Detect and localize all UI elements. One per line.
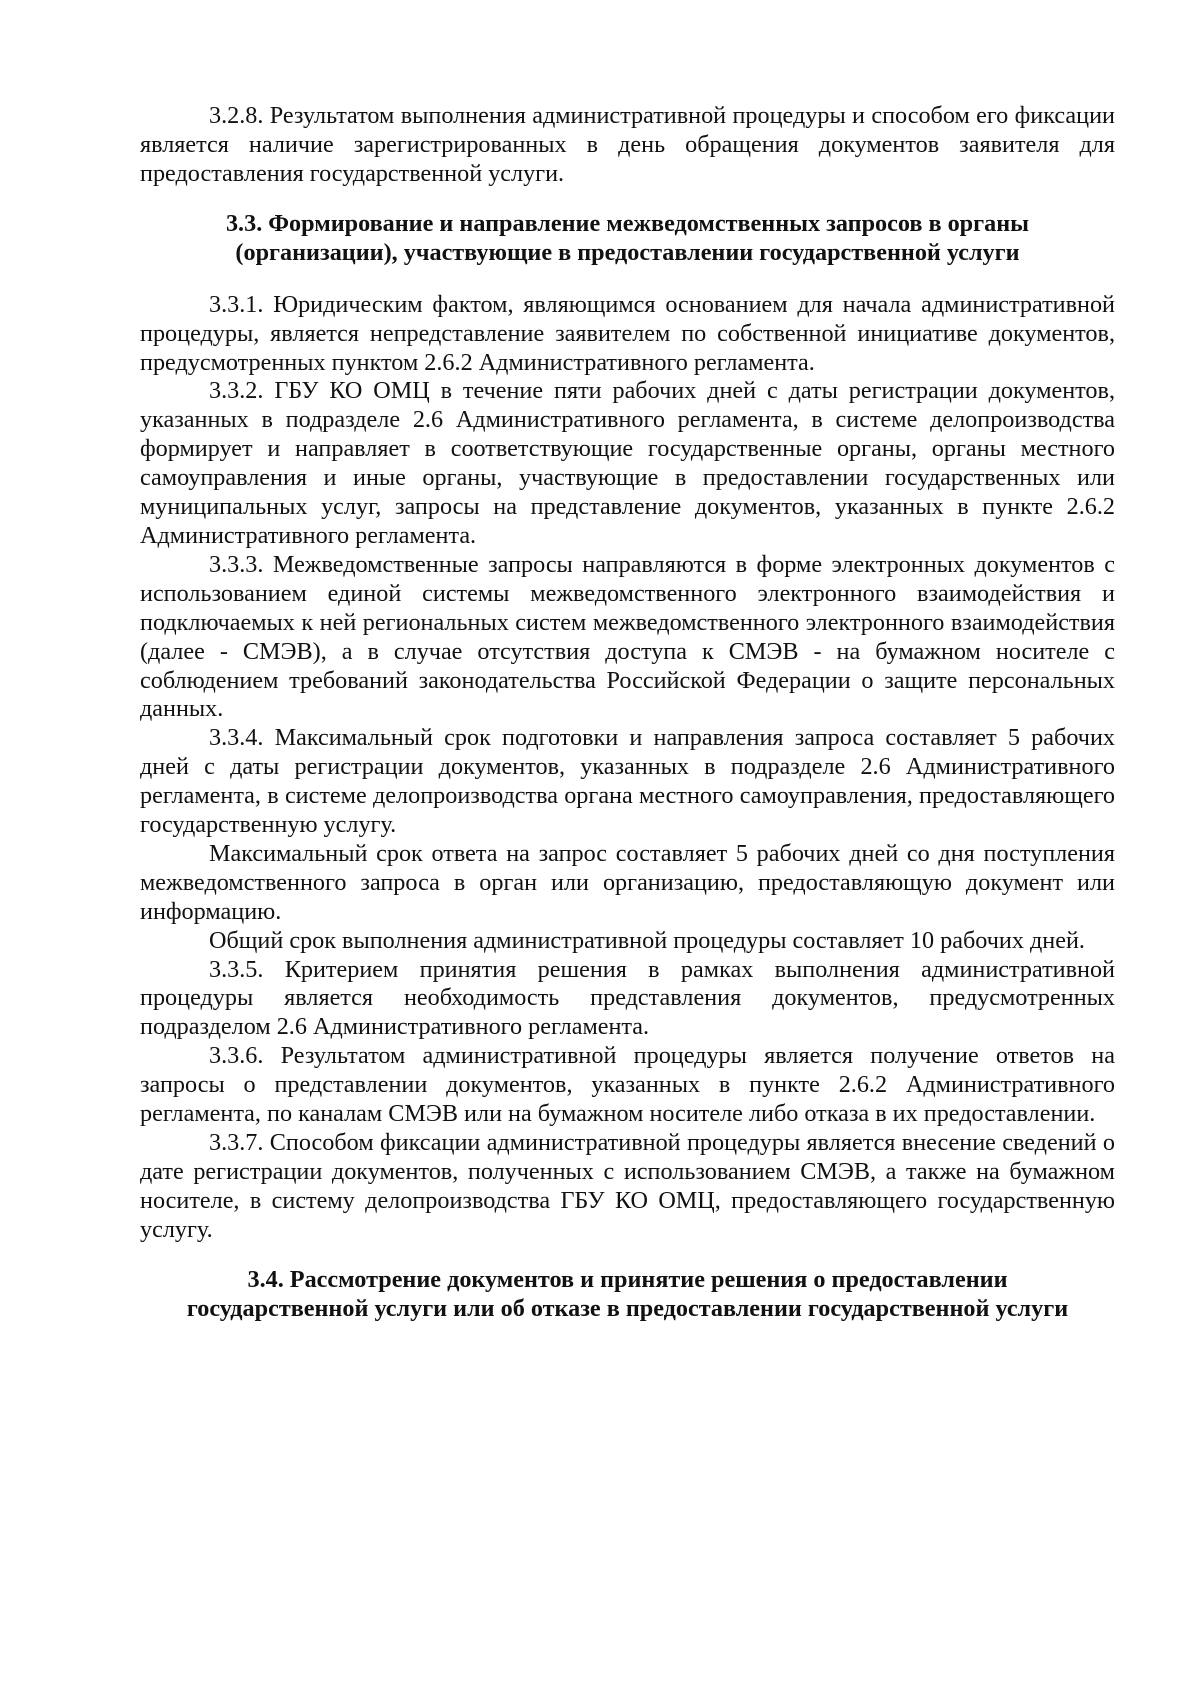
section-title-line-2: (организации), участвующие в предоставлении государственной услуги	[235, 238, 1020, 266]
paragraph-3-3-7: 3.3.7. Способом фиксации административной процедуры является внесение сведений о дате регистрации документов, полученных с использованием СМЭВ, а также на бумажном носителе, в систему делопроизводства ГБУ КО ОМЦ, предоставляющего государственную услугу.	[140, 1129, 1115, 1243]
paragraph-3-3-5: 3.3.5. Критерием принятия решения в рамках выполнения административной процедуры является необходимость представления документов, предусмотренных подразделом 2.6 Административного регламента.	[140, 955, 1115, 1041]
section-title-3-4	[140, 1265, 1115, 1323]
spacer	[140, 189, 1115, 209]
paragraph-total-term: Общий срок выполнения административной процедуры составляет 10 рабочих дней.	[209, 926, 1085, 954]
section-title-line-1: 3.4. Рассмотрение документов и принятие решения о предоставлении	[247, 1265, 1008, 1293]
section-title-3-3	[140, 209, 1115, 267]
paragraph-3-3-6: 3.3.6. Результатом административной процедуры является получение ответов на запросы о представлении документов, указанных в пункте 2.6.2 Административного регламента, по каналам СМЭВ или на бумажном носителе либо отказа в их предоставлении.	[140, 1042, 1115, 1128]
spacer	[140, 1245, 1115, 1265]
paragraph-3-3-3: 3.3.3. Межведомственные запросы направляются в форме электронных документов с использованием единой системы межведомственного электронного взаимодействия и подключаемых к ней региональных систем межведомственного электронного взаимодействия (далее - СМЭВ), а в случае отсутствия доступа к СМЭВ - на бумажном носителе с соблюдением требований законодательства Российской Федерации о защите персональных данных.	[140, 550, 1115, 723]
section-title-line-1: 3.3. Формирование и направление межведомственных запросов в органы	[225, 209, 1030, 237]
paragraph-3-3-2: 3.3.2. ГБУ КО ОМЦ в течение пяти рабочих дней с даты регистрации документов, указанных в подразделе 2.6 Административного регламента, в системе делопроизводства формирует и направляет в соответствующие государственные органы, органы местного самоуправления и иные органы, участвующие в предоставлении государственных или муниципальных услуг, запросы на представление документов, указанных в пункте 2.6.2 Административного регламента.	[140, 377, 1115, 549]
document-page	[140, 102, 1115, 1323]
section-title-line-2: государственной услуги или об отказе в предоставлении государственной услуги	[186, 1294, 1069, 1322]
paragraph-max-response-term: Максимальный срок ответа на запрос составляет 5 рабочих дней со дня поступления межведомственного запроса в орган или организацию, предоставляющую документ или информацию.	[140, 839, 1115, 925]
spacer	[140, 267, 1115, 291]
paragraph-3-2-8: 3.2.8. Результатом выполнения административной процедуры и способом его фиксации является наличие зарегистрированных в день обращения документов заявителя для предоставления государственной услуги.	[140, 102, 1115, 187]
paragraph-3-3-4: 3.3.4. Максимальный срок подготовки и направления запроса составляет 5 рабочих дней с даты регистрации документов, указанных в подразделе 2.6 Административного регламента, в системе делопроизводства органа местного самоуправления, предоставляющего государственную услугу.	[140, 724, 1115, 839]
paragraph-3-3-1: 3.3.1. Юридическим фактом, являющимся основанием для начала административной процедуры, является непредставление заявителем по собственной инициативе документов, предусмотренных пунктом 2.6.2 Административного регламента.	[140, 290, 1115, 376]
